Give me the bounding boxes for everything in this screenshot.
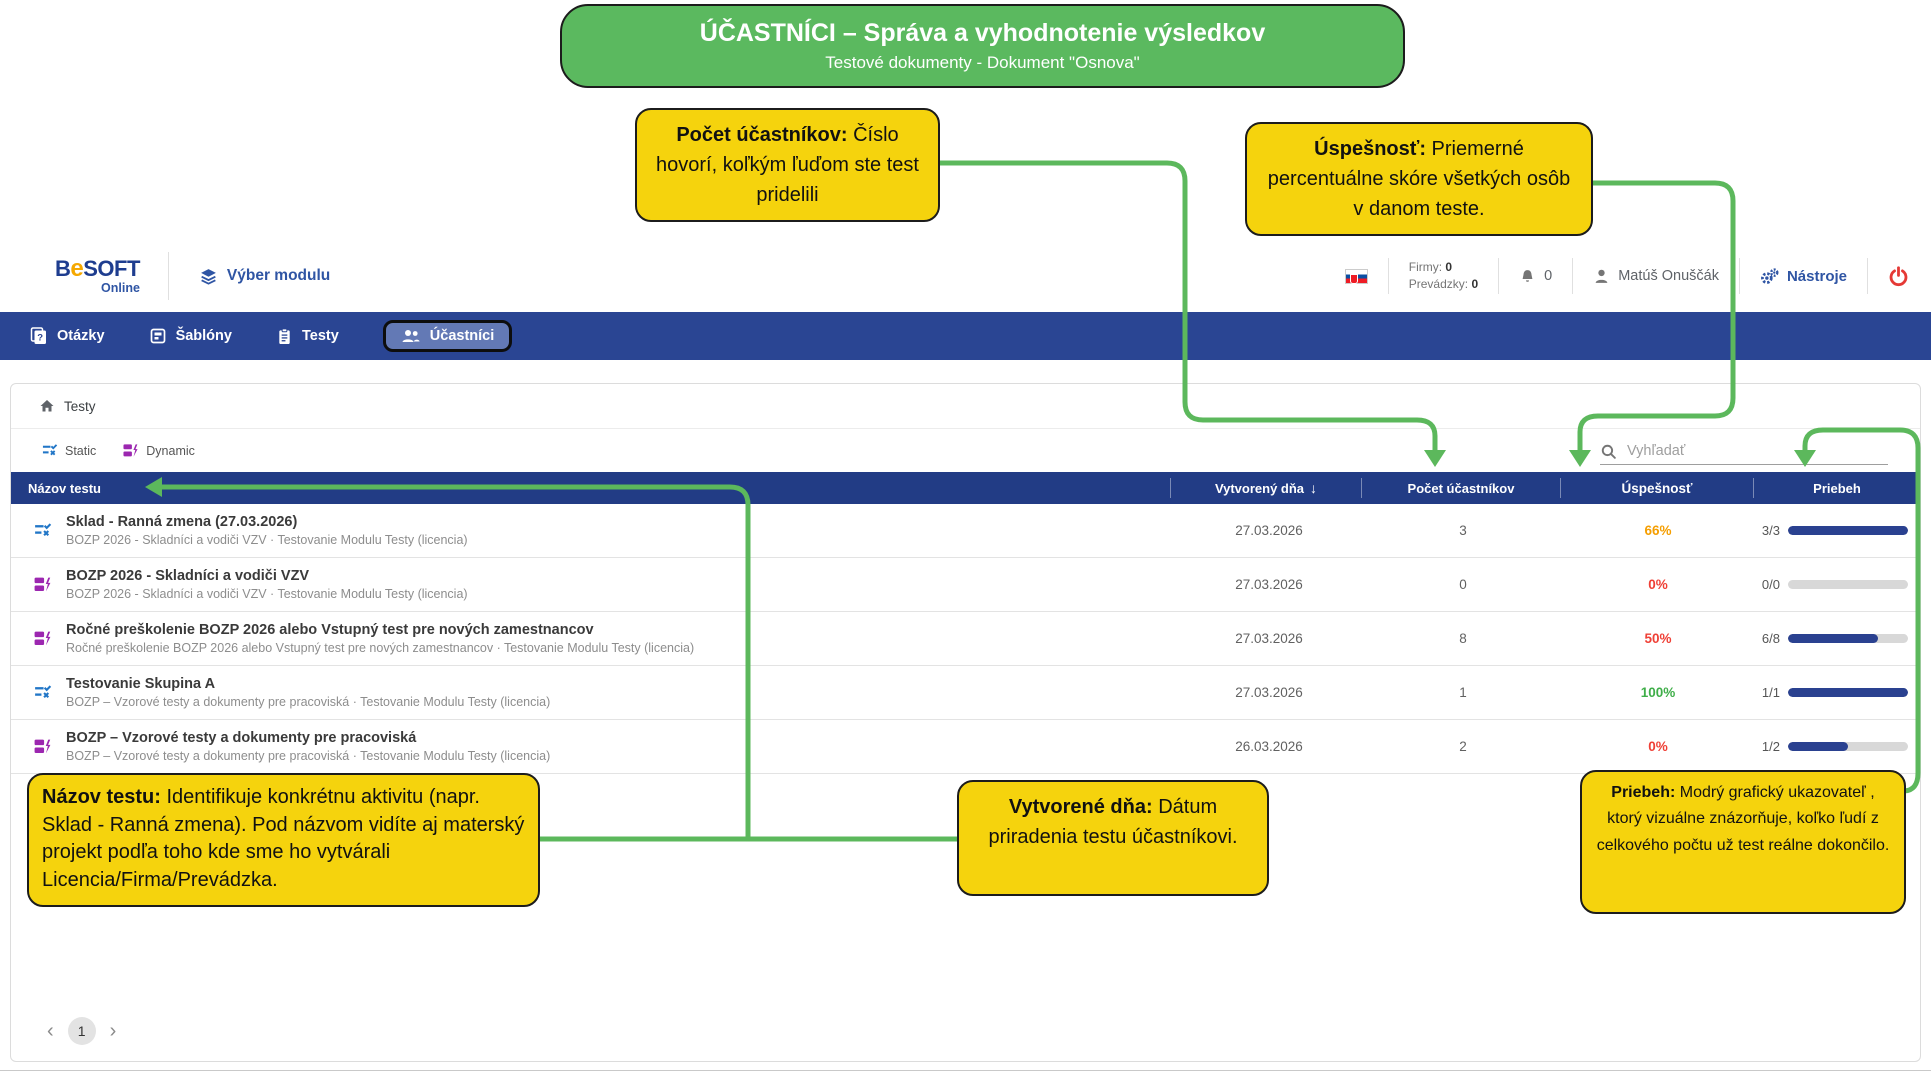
participants-count: 1	[1459, 685, 1467, 700]
user-name: Matúš Onuščák	[1618, 268, 1719, 284]
banner-subtitle: Testové dokumenty - Dokument "Osnova"	[825, 53, 1140, 72]
progress-label: 6/8	[1761, 631, 1780, 646]
dynamic-test-icon	[122, 443, 139, 458]
created-date: 27.03.2026	[1235, 523, 1303, 538]
firmy-label: Firmy:	[1408, 259, 1443, 274]
logo-b: B	[55, 256, 71, 282]
search-box[interactable]	[1600, 442, 1888, 465]
test-title[interactable]: BOZP 2026 - Skladníci a vodiči VZV	[66, 568, 310, 584]
table-row[interactable]	[11, 666, 1920, 720]
callout-uspesnost: Úspešnosť: Priemerné percentuálne skóre všetkých osôb v danom teste.	[1245, 122, 1593, 236]
dynamic-test-icon	[33, 576, 52, 593]
progress-cell	[1754, 631, 1920, 646]
prev-page-button[interactable]: ‹	[47, 1019, 54, 1042]
svg-text:?: ?	[37, 332, 44, 344]
col-nazov-testu[interactable]: Názov testu	[28, 480, 101, 496]
next-page-button[interactable]: ›	[109, 1019, 117, 1042]
dynamic-test-icon	[33, 738, 52, 755]
tab-label: Šablóny	[175, 328, 232, 344]
header-divider	[1498, 258, 1499, 294]
table-row[interactable]	[11, 504, 1920, 558]
test-title[interactable]: BOZP – Vzorové testy a dokumenty pre pracoviská	[66, 730, 417, 746]
tab-testy[interactable]	[276, 328, 339, 345]
prevadzky-label: Prevádzky:	[1408, 277, 1469, 291]
table-row[interactable]	[11, 558, 1920, 612]
callout-nazov-testu: Názov testu: Identifikuje konkrétnu aktivitu (napr. Sklad - Ranná zmena). Pod názvom vidíte aj materský projekt podľa toho kde sme ho vytvárali Licencia/Firma/Prevádzka.	[27, 773, 540, 907]
logo-soft: SOFT	[83, 256, 140, 282]
language-flag-sk[interactable]	[1345, 269, 1368, 284]
scope-counters	[1409, 259, 1478, 294]
pagination	[11, 1017, 1920, 1061]
participants-count: 8	[1459, 631, 1467, 646]
prevadzky-value: 0	[1471, 277, 1479, 291]
progress-bar	[1788, 580, 1908, 589]
success-rate: 100%	[1640, 685, 1676, 700]
test-name-cell	[11, 622, 1174, 655]
created-date: 26.03.2026	[1235, 739, 1303, 754]
module-picker-button[interactable]	[199, 267, 330, 285]
progress-bar	[1788, 634, 1908, 643]
tools-button[interactable]	[1760, 268, 1847, 285]
annotation-title-banner	[560, 4, 1405, 88]
search-icon	[1600, 443, 1617, 460]
participants-count: 0	[1459, 577, 1467, 592]
progress-label: 1/2	[1761, 739, 1780, 754]
progress-label: 0/0	[1761, 577, 1780, 592]
bell-icon	[1519, 268, 1536, 285]
notifications-button[interactable]	[1519, 268, 1552, 285]
sort-desc-icon[interactable]: ↓	[1310, 480, 1318, 496]
test-title[interactable]: Testovanie Skupina A	[66, 676, 216, 692]
table-row[interactable]	[11, 612, 1920, 666]
success-rate: 0%	[1648, 577, 1668, 592]
test-name-cell	[11, 514, 1174, 547]
dynamic-test-icon	[33, 630, 52, 647]
notifications-count: 0	[1544, 268, 1553, 284]
progress-cell	[1754, 577, 1920, 592]
col-priebeh[interactable]: Priebeh	[1753, 478, 1920, 498]
participants-count: 3	[1459, 523, 1467, 538]
success-rate: 0%	[1648, 739, 1668, 754]
header-divider	[168, 252, 169, 300]
test-name-cell	[11, 730, 1174, 763]
layers-icon	[199, 268, 218, 285]
module-navbar	[0, 312, 1931, 360]
tab-label: Účastníci	[429, 328, 495, 344]
question-doc-icon	[30, 327, 48, 345]
success-rate: 66%	[1644, 523, 1672, 538]
success-rate: 50%	[1644, 631, 1672, 646]
progress-cell	[1754, 523, 1920, 538]
besoft-logo[interactable]	[55, 257, 140, 295]
app-header	[0, 240, 1931, 312]
module-picker-label: Výber modulu	[226, 267, 331, 284]
progress-label: 3/3	[1761, 523, 1780, 538]
firmy-value: 0	[1445, 259, 1453, 274]
callout-pocet-ucastnikov: Počet účastníkov: Číslo hovorí, koľkým ľuďom ste test pridelili	[635, 108, 940, 222]
filter-dynamic[interactable]	[122, 443, 195, 458]
content-card	[10, 383, 1921, 1062]
tools-label: Nástroje	[1786, 267, 1847, 285]
templates-icon	[149, 327, 167, 345]
tab-ucastnici[interactable]	[383, 320, 512, 352]
test-name-cell	[11, 568, 1174, 601]
gears-icon	[1760, 268, 1779, 285]
test-subtitle: BOZP 2026 - Skladníci a vodiči VZV · Testovanie Modulu Testy (licencia)	[66, 533, 468, 547]
col-pocet-ucastnikov[interactable]: Počet účastníkov	[1361, 478, 1560, 498]
callout-priebeh: Priebeh: Modrý grafický ukazovateľ , ktorý vizuálne znázorňuje, koľko ľudí z celkového počtu už test reálne dokončilo.	[1580, 770, 1906, 914]
progress-bar	[1788, 742, 1908, 751]
static-test-icon	[41, 443, 58, 458]
page-bottom-divider	[0, 1070, 1931, 1071]
header-divider	[1388, 258, 1389, 294]
created-date: 27.03.2026	[1235, 685, 1303, 700]
people-icon	[401, 328, 421, 344]
logo-e: e	[70, 255, 84, 283]
table-header	[11, 472, 1920, 504]
static-test-icon	[33, 684, 52, 701]
participants-count: 2	[1459, 739, 1467, 754]
header-divider	[1572, 258, 1573, 294]
header-divider	[1867, 258, 1868, 294]
filter-dynamic-label: Dynamic	[146, 443, 195, 458]
logo-online: Online	[101, 281, 140, 296]
banner-title: ÚČASTNÍCI – Správa a vyhodnotenie výsledkov	[699, 19, 1266, 47]
breadcrumb[interactable]	[11, 384, 1920, 429]
filter-row	[11, 429, 1920, 472]
col-uspesnost[interactable]: Úspešnosť	[1560, 478, 1753, 498]
clipboard-icon	[276, 328, 293, 345]
user-menu[interactable]	[1593, 268, 1719, 285]
sk-emblem-icon	[1350, 274, 1358, 284]
static-test-icon	[33, 522, 52, 539]
table-row[interactable]	[11, 720, 1920, 774]
test-subtitle: BOZP 2026 - Skladníci a vodiči VZV · Testovanie Modulu Testy (licencia)	[66, 587, 468, 601]
tab-otazky[interactable]	[30, 327, 105, 345]
test-name-cell	[11, 676, 1174, 709]
tab-label: Otázky	[57, 328, 105, 344]
test-subtitle: BOZP – Vzorové testy a dokumenty pre pracoviská · Testovanie Modulu Testy (licencia)	[66, 695, 551, 709]
page-1-button[interactable]: 1	[68, 1017, 96, 1045]
test-title[interactable]: Sklad - Ranná zmena (27.03.2026)	[66, 514, 298, 530]
breadcrumb-label: Testy	[64, 398, 96, 414]
test-subtitle: BOZP – Vzorové testy a dokumenty pre pracoviská · Testovanie Modulu Testy (licencia)	[66, 749, 551, 763]
person-icon	[1593, 268, 1610, 285]
test-title[interactable]: Ročné preškolenie BOZP 2026 alebo Vstupný test pre nových zamestnancov	[66, 622, 594, 638]
table-body	[11, 504, 1920, 774]
tab-sablony[interactable]	[149, 327, 232, 345]
filter-static[interactable]	[41, 443, 96, 458]
tab-label: Testy	[301, 328, 339, 344]
logout-power-button[interactable]	[1888, 266, 1909, 287]
progress-cell	[1754, 685, 1920, 700]
created-date: 27.03.2026	[1235, 577, 1303, 592]
header-divider	[1739, 258, 1740, 294]
progress-label: 1/1	[1761, 685, 1780, 700]
home-icon	[39, 398, 55, 414]
progress-bar	[1788, 526, 1908, 535]
created-date: 27.03.2026	[1235, 631, 1303, 646]
col-vytvoreny-dna[interactable]: Vytvorený dňa ↓	[1170, 478, 1361, 498]
test-subtitle: Ročné preškolenie BOZP 2026 alebo Vstupný test pre nových zamestnancov · Testovanie Modulu Testy (licencia)	[66, 641, 695, 655]
search-input[interactable]	[1625, 442, 1888, 460]
progress-bar	[1788, 688, 1908, 697]
filter-static-label: Static	[65, 443, 97, 458]
callout-vytvorene-dna: Vytvorené dňa: Dátum priradenia testu účastníkovi.	[957, 780, 1269, 896]
progress-cell	[1754, 739, 1920, 754]
